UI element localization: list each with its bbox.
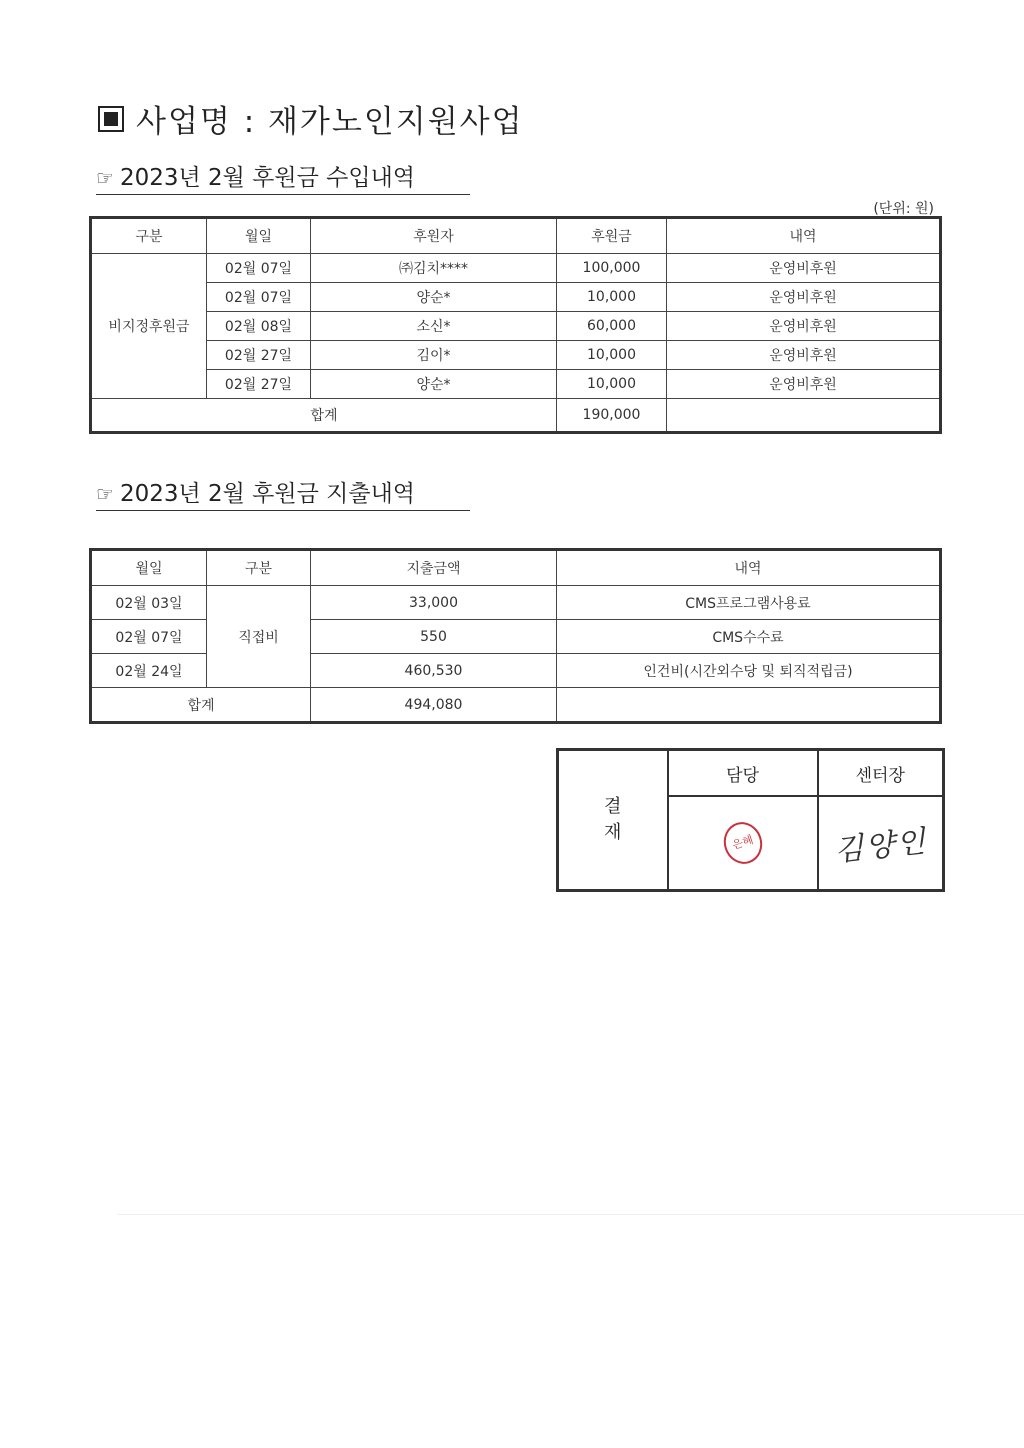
income-table (89, 216, 942, 434)
income-date: 02월 08일 (207, 312, 311, 341)
table-row (91, 312, 941, 341)
table-row (91, 370, 941, 399)
table-row (91, 341, 941, 370)
approval-label (558, 750, 668, 891)
expense-heading-text: 2023년 2월 후원금 지출내역 (119, 481, 415, 507)
approval-col-manager: 담당 (668, 750, 818, 797)
expense-header-cell: 지출금액 (311, 550, 557, 586)
income-header-cell: 내역 (667, 218, 941, 254)
expense-header-row (91, 550, 941, 586)
income-amount: 60,000 (557, 312, 667, 341)
expense-heading (96, 480, 470, 511)
expense-category: 직접비 (207, 586, 311, 688)
income-date: 02월 27일 (207, 341, 311, 370)
expense-total-label: 합계 (91, 688, 311, 723)
expense-desc: CMS프로그램사용료 (557, 586, 941, 620)
income-header-cell: 월일 (207, 218, 311, 254)
expense-total-row (91, 688, 941, 723)
income-desc: 운영비후원 (667, 312, 941, 341)
income-header-cell: 구분 (91, 218, 207, 254)
manager-stamp-cell (668, 796, 818, 891)
expense-date: 02월 24일 (91, 654, 207, 688)
income-amount: 10,000 (557, 341, 667, 370)
expense-desc: CMS수수료 (557, 620, 941, 654)
expense-date: 02월 07일 (91, 620, 207, 654)
income-heading-text: 2023년 2월 후원금 수입내역 (119, 165, 415, 191)
table-row (91, 254, 941, 283)
income-desc: 운영비후원 (667, 341, 941, 370)
income-header-row (91, 218, 941, 254)
income-donor: 소신* (311, 312, 557, 341)
stamp-text: 은혜 (730, 833, 755, 852)
approval-box (556, 748, 945, 892)
income-total-desc (667, 399, 941, 433)
expense-total-desc (557, 688, 941, 723)
income-donor: 김이* (311, 341, 557, 370)
income-amount: 10,000 (557, 283, 667, 312)
income-header-cell: 후원자 (311, 218, 557, 254)
expense-total-amount: 494,080 (311, 688, 557, 723)
red-seal-stamp (718, 817, 767, 869)
expense-amount: 550 (311, 620, 557, 654)
director-signature-cell (818, 796, 944, 891)
expense-desc: 인건비(시간외수당 및 퇴직적립금) (557, 654, 941, 688)
income-amount: 10,000 (557, 370, 667, 399)
income-desc: 운영비후원 (667, 370, 941, 399)
approval-col-director: 센터장 (818, 750, 944, 797)
income-date: 02월 27일 (207, 370, 311, 399)
income-donor: 양순* (311, 370, 557, 399)
expense-amount: 460,530 (311, 654, 557, 688)
income-header-cell: 후원금 (557, 218, 667, 254)
unit-label: (단위: 원) (873, 201, 934, 217)
income-amount: 100,000 (557, 254, 667, 283)
expense-date: 02월 03일 (91, 586, 207, 620)
income-total-amount: 190,000 (557, 399, 667, 433)
expense-amount: 33,000 (311, 586, 557, 620)
table-row (91, 586, 941, 620)
income-date: 02월 07일 (207, 283, 311, 312)
income-category: 비지정후원금 (91, 254, 207, 399)
square-bullet-icon (98, 106, 124, 132)
income-desc: 운영비후원 (667, 283, 941, 312)
income-total-row (91, 399, 941, 433)
approval-label-bottom: 재 (604, 822, 622, 843)
income-total-label: 합계 (91, 399, 557, 433)
income-donor: ㈜김치**** (311, 254, 557, 283)
divider (118, 1214, 1024, 1215)
table-row (91, 283, 941, 312)
pointing-hand-icon: ☞ (96, 482, 114, 506)
income-heading (96, 164, 470, 195)
pointing-hand-icon: ☞ (96, 166, 114, 190)
expense-header-cell: 내역 (557, 550, 941, 586)
income-date: 02월 07일 (207, 254, 311, 283)
expense-header-cell: 월일 (91, 550, 207, 586)
expense-header-cell: 구분 (207, 550, 311, 586)
page-title-text: 사업명 : 재가노인지원사업 (136, 104, 524, 140)
approval-label-top: 결 (604, 796, 622, 817)
income-desc: 운영비후원 (667, 254, 941, 283)
page-title (98, 96, 524, 141)
expense-table (89, 548, 942, 724)
handwritten-signature: 김양인 (832, 824, 929, 869)
income-donor: 양순* (311, 283, 557, 312)
